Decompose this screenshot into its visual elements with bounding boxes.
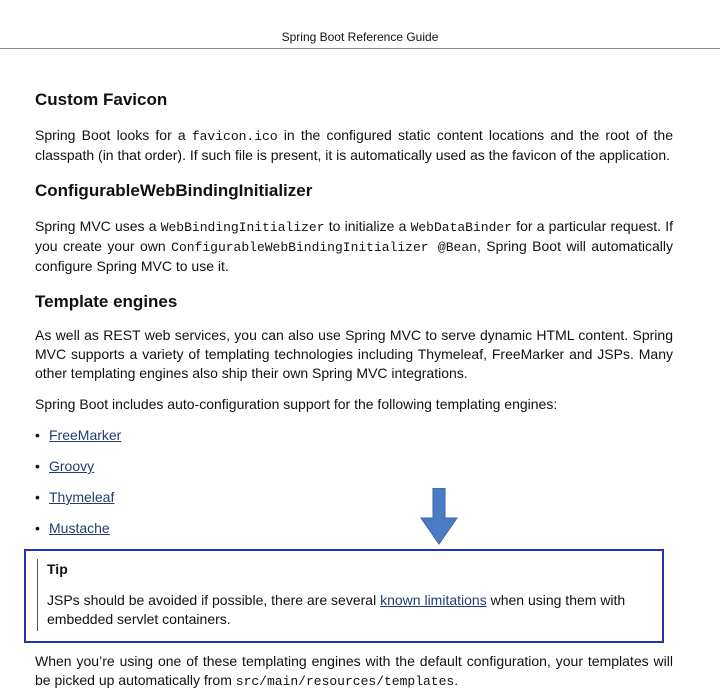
paragraph-templates-intro: As well as REST web services, you can also use Spring MVC to serve dynamic HTML content. Spring MVC supports a variety of templating technologies including Thymeleaf, FreeMarker and JSPs. Many other templating engines also ship their own Spring MVC integrations. [35,327,673,381]
heading-template-engines: Template engines [35,292,178,311]
code-web-binding-initializer: WebBindingInitializer [160,220,325,235]
code-configurable-bean: ConfigurableWebBindingInitializer @Bean [171,240,477,255]
paragraph-favicon [35,126,673,165]
link-thymeleaf[interactable]: Thymeleaf [49,489,115,505]
text: in the configured static content locations and the root of the classpath (in that order). If such file is present, it is automatically used as the favicon of the application. [35,127,673,163]
tip-admonition [37,559,658,631]
list-item [35,426,673,445]
link-mustache[interactable]: Mustache [49,520,110,536]
text: . [454,672,459,688]
bullet: • [35,427,40,443]
bullet: • [35,520,40,536]
page-header [0,0,720,49]
code-web-data-binder: WebDataBinder [410,220,512,235]
text: Spring Boot looks for a [35,127,192,143]
heading-custom-favicon: Custom Favicon [35,90,168,109]
templating-engine-list [35,426,673,538]
tip-title: Tip [47,561,68,577]
tip-highlight-box [24,549,664,643]
text: When you’re using one of these templating engines with the default configuration, your templates will be picked up automatically from [35,653,673,688]
text: Spring MVC uses a [35,218,161,234]
text: JSPs should be avoided if possible, there are several [47,592,381,608]
document-body [35,88,673,538]
list-item [35,457,673,476]
paragraph-binding [35,217,673,276]
text: , Spring Boot will automatically configure Spring MVC to use it. [35,238,673,274]
paragraph-templates-support: Spring Boot includes auto-configuration support for the following templating engines: [35,396,558,412]
tip-text [47,591,655,629]
bullet: • [35,489,40,505]
page-header-title: Spring Boot Reference Guide [281,30,439,44]
link-groovy[interactable]: Groovy [49,458,95,474]
text: to initialize a [324,218,411,234]
heading-binding-initializer: ConfigurableWebBindingInitializer [35,181,313,200]
paragraph-closing [35,652,673,691]
code-favicon-ico: favicon.ico [191,129,278,144]
bullet: • [35,458,40,474]
list-item [35,488,673,507]
text: for a particular request. If you create your own [35,218,673,254]
link-known-limitations[interactable]: known limitations [380,592,487,608]
code-templates-path: src/main/resources/templates [235,674,455,689]
text: when using them with embedded servlet containers. [47,592,626,627]
down-arrow-icon [419,488,459,546]
link-freemarker[interactable]: FreeMarker [49,427,122,443]
list-item [35,519,673,538]
